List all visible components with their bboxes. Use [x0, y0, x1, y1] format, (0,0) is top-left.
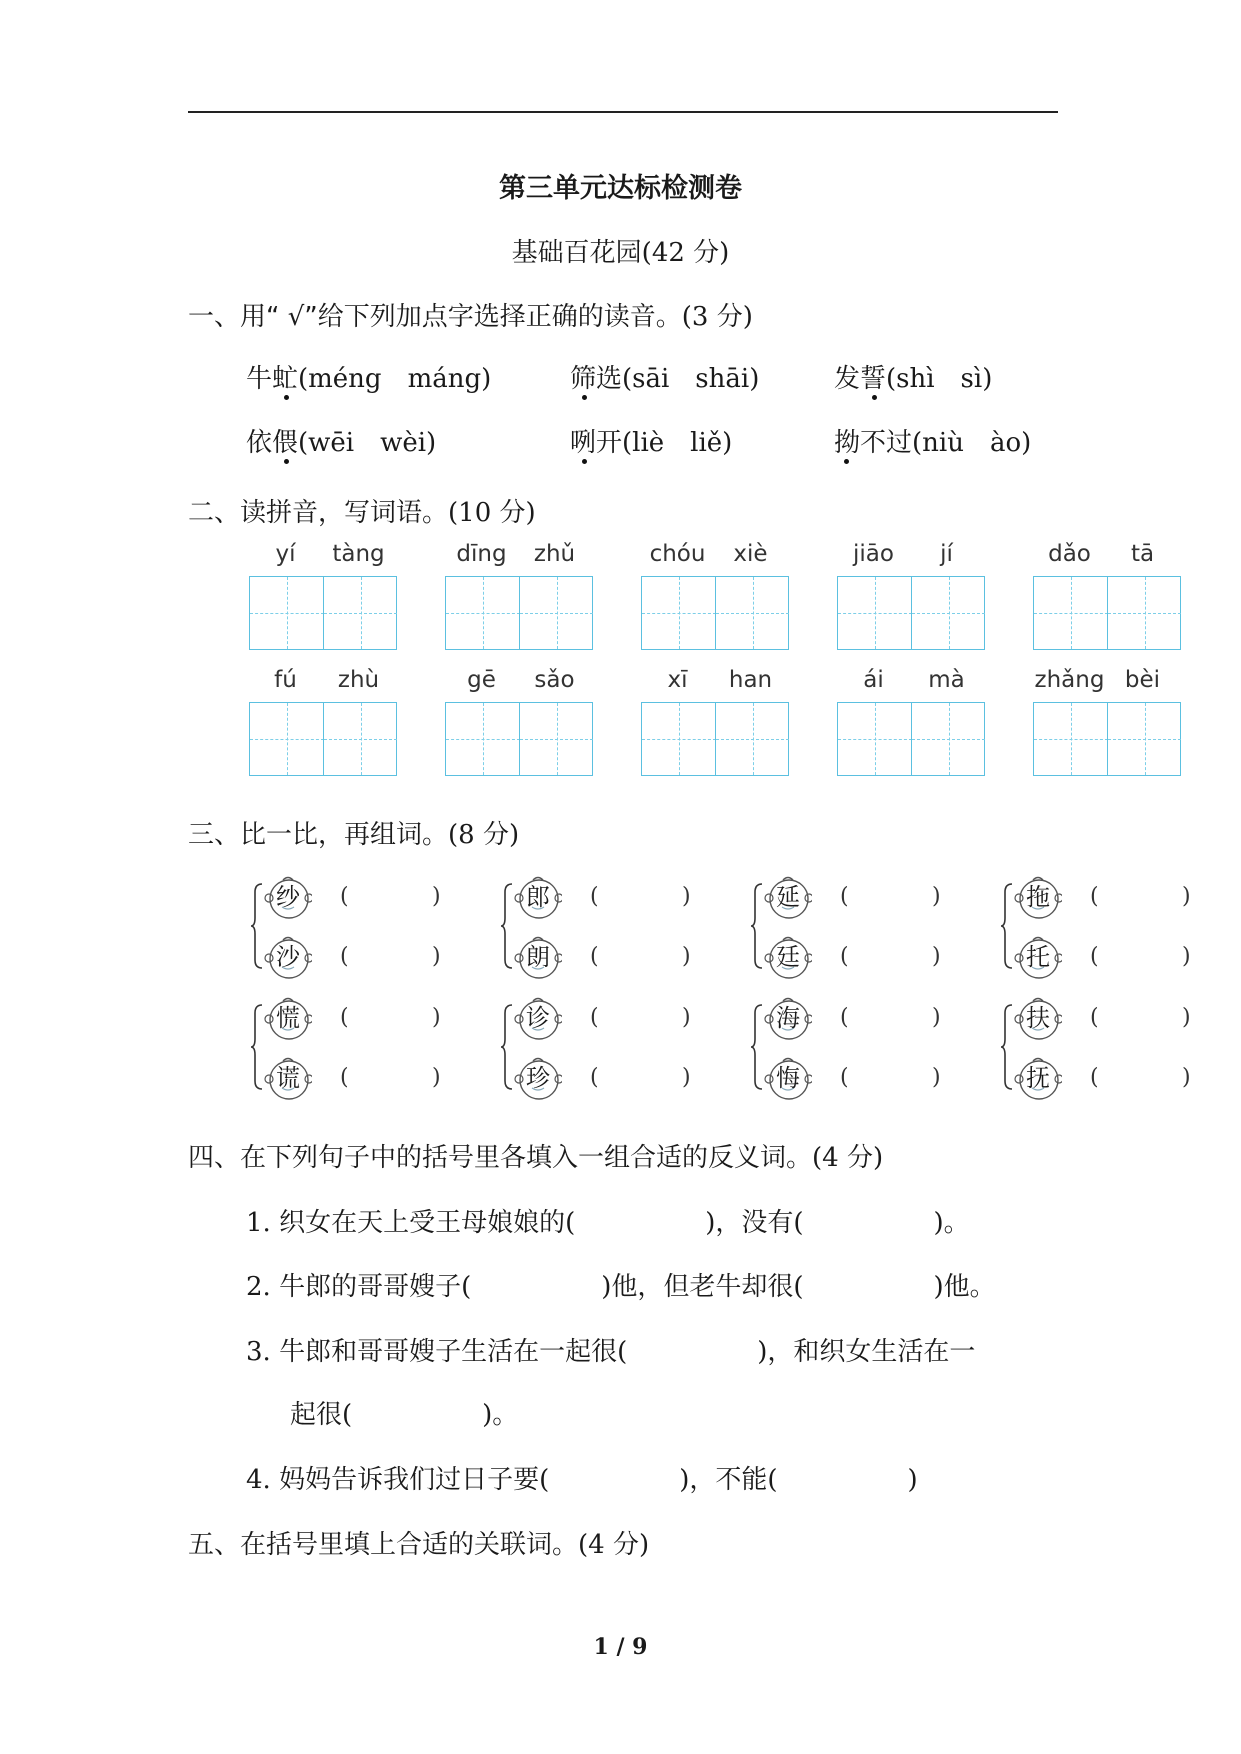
- answer-open-paren[interactable]: (: [340, 944, 349, 969]
- pinyin-syllable: han: [728, 667, 773, 693]
- answer-close-paren[interactable]: ): [1182, 944, 1191, 969]
- answer-close-paren[interactable]: ): [682, 944, 691, 969]
- compare-character: 托: [1026, 943, 1050, 971]
- emphasis-dot: [284, 395, 289, 400]
- section5-heading: 五、在括号里填上合适的关联词。(4 分): [188, 1530, 650, 1560]
- compare-character: 沙: [276, 943, 300, 971]
- character-circle: [514, 1055, 562, 1103]
- answer-open-paren[interactable]: (: [1090, 1005, 1099, 1030]
- character-circle: [764, 995, 812, 1043]
- brace-icon: [250, 882, 264, 970]
- answer-close-paren[interactable]: ): [932, 1005, 941, 1030]
- pron-item: 拗不过(niù ào): [834, 428, 1032, 458]
- answer-open-paren[interactable]: (: [590, 944, 599, 969]
- pinyin-syllable: yí: [275, 541, 296, 567]
- pinyin-syllable: zhù: [337, 667, 380, 693]
- compare-character: 谎: [276, 1064, 300, 1092]
- sentence-1: 1. 织女在天上受王母娘娘的( )，没有( )。: [246, 1208, 970, 1238]
- writing-grid[interactable]: [641, 702, 789, 776]
- compare-character: 延: [776, 883, 800, 911]
- header-rule: [188, 111, 1058, 113]
- answer-close-paren[interactable]: ): [932, 884, 941, 909]
- section4-heading: 四、在下列句子中的括号里各填入一组合适的反义词。(4 分): [188, 1143, 884, 1173]
- pinyin-syllable: zhǎng: [1034, 667, 1105, 693]
- emphasis-dot: [872, 395, 877, 400]
- writing-grid[interactable]: [445, 576, 593, 650]
- sentence-3: 3. 牛郎和哥哥嫂子生活在一起很( )，和织女生活在一: [246, 1337, 976, 1367]
- character-circle: [1014, 995, 1062, 1043]
- pinyin-syllable: dǎo: [1048, 541, 1091, 567]
- pinyin-syllable: zhǔ: [533, 541, 576, 567]
- answer-close-paren[interactable]: ): [932, 944, 941, 969]
- character-circle: [1014, 934, 1062, 982]
- pron-item: 依偎(wēi wèi): [246, 428, 437, 458]
- compare-character: 朗: [526, 943, 550, 971]
- brace-icon: [250, 1003, 264, 1091]
- pron-item: 牛虻(méng máng): [246, 364, 492, 394]
- answer-open-paren[interactable]: (: [590, 1005, 599, 1030]
- character-circle: [764, 1055, 812, 1103]
- compare-character: 郎: [526, 883, 550, 911]
- writing-grid[interactable]: [249, 576, 397, 650]
- compare-character: 珍: [526, 1064, 550, 1092]
- answer-open-paren[interactable]: (: [1090, 884, 1099, 909]
- answer-open-paren[interactable]: (: [840, 944, 849, 969]
- pinyin-syllable: tā: [1130, 541, 1155, 567]
- answer-open-paren[interactable]: (: [340, 1065, 349, 1090]
- pinyin-syllable: jiāo: [853, 541, 894, 567]
- compare-character: 诊: [526, 1004, 550, 1032]
- compare-character: 拖: [1026, 883, 1050, 911]
- pinyin-syllable: mà: [928, 667, 965, 693]
- answer-open-paren[interactable]: (: [340, 884, 349, 909]
- answer-open-paren[interactable]: (: [1090, 1065, 1099, 1090]
- writing-grid[interactable]: [445, 702, 593, 776]
- character-circle: [514, 874, 562, 922]
- page-title: 第三单元达标检测卷: [499, 173, 742, 204]
- writing-grid[interactable]: [837, 702, 985, 776]
- answer-open-paren[interactable]: (: [590, 1065, 599, 1090]
- emphasis-dot: [284, 459, 289, 464]
- character-circle: [764, 934, 812, 982]
- character-circle: [764, 874, 812, 922]
- writing-grid[interactable]: [249, 702, 397, 776]
- emphasis-dot: [582, 459, 587, 464]
- pron-item: 筛选(sāi shāi): [570, 364, 760, 394]
- pinyin-syllable: xiè: [733, 541, 768, 567]
- brace-icon: [750, 1003, 764, 1091]
- emphasis-dot: [582, 395, 587, 400]
- emphasis-dot: [844, 459, 849, 464]
- section2-heading: 二、读拼音，写词语。(10 分): [188, 498, 536, 528]
- answer-close-paren[interactable]: ): [1182, 884, 1191, 909]
- brace-icon: [750, 882, 764, 970]
- brace-icon: [500, 882, 514, 970]
- answer-close-paren[interactable]: ): [1182, 1005, 1191, 1030]
- answer-close-paren[interactable]: ): [682, 1065, 691, 1090]
- answer-close-paren[interactable]: ): [682, 1005, 691, 1030]
- answer-open-paren[interactable]: (: [1090, 944, 1099, 969]
- page-subtitle: 基础百花园(42 分): [511, 238, 730, 268]
- compare-character: 扶: [1026, 1004, 1050, 1032]
- character-circle: [1014, 874, 1062, 922]
- answer-open-paren[interactable]: (: [590, 884, 599, 909]
- sentence-4: 4. 妈妈告诉我们过日子要( )，不能( ): [246, 1465, 918, 1495]
- character-circle: [514, 995, 562, 1043]
- compare-character: 海: [776, 1004, 800, 1032]
- compare-character: 慌: [276, 1004, 300, 1032]
- compare-character: 悔: [776, 1064, 800, 1092]
- pinyin-syllable: bèi: [1124, 667, 1161, 693]
- pinyin-syllable: chóu: [649, 541, 706, 567]
- answer-open-paren[interactable]: (: [840, 884, 849, 909]
- writing-grid[interactable]: [1033, 702, 1181, 776]
- pinyin-syllable: ái: [863, 667, 884, 693]
- character-circle: [264, 995, 312, 1043]
- answer-close-paren[interactable]: ): [432, 884, 441, 909]
- character-circle: [1014, 1055, 1062, 1103]
- answer-close-paren[interactable]: ): [432, 1065, 441, 1090]
- answer-open-paren[interactable]: (: [840, 1065, 849, 1090]
- pron-item: 咧开(liè liě): [570, 428, 733, 458]
- pinyin-syllable: gē: [467, 667, 496, 693]
- character-circle: [514, 934, 562, 982]
- section3-heading: 三、比一比，再组词。(8 分): [188, 820, 520, 850]
- character-circle: [264, 1055, 312, 1103]
- brace-icon: [1000, 882, 1014, 970]
- page-number: 1 / 9: [593, 1634, 648, 1660]
- pinyin-syllable: sǎo: [534, 667, 575, 693]
- answer-close-paren[interactable]: ): [682, 884, 691, 909]
- answer-close-paren[interactable]: ): [932, 1065, 941, 1090]
- writing-grid[interactable]: [1033, 576, 1181, 650]
- pinyin-syllable: jí: [940, 541, 953, 567]
- answer-open-paren[interactable]: (: [340, 1005, 349, 1030]
- compare-character: 廷: [776, 943, 800, 971]
- answer-close-paren[interactable]: ): [432, 1005, 441, 1030]
- writing-grid[interactable]: [837, 576, 985, 650]
- sentence-3-continued: 起很( )。: [290, 1400, 519, 1430]
- answer-close-paren[interactable]: ): [1182, 1065, 1191, 1090]
- writing-grid[interactable]: [641, 576, 789, 650]
- compare-character: 纱: [276, 883, 300, 911]
- compare-character: 抚: [1026, 1064, 1050, 1092]
- pron-item: 发誓(shì sì): [834, 364, 993, 394]
- character-circle: [264, 874, 312, 922]
- pinyin-syllable: xī: [667, 667, 688, 693]
- character-circle: [264, 934, 312, 982]
- answer-close-paren[interactable]: ): [432, 944, 441, 969]
- pinyin-syllable: tàng: [332, 541, 385, 567]
- pinyin-syllable: fú: [274, 667, 297, 693]
- section1-heading: 一、用“ √”给下列加点字选择正确的读音。(3 分): [188, 302, 753, 332]
- brace-icon: [1000, 1003, 1014, 1091]
- brace-icon: [500, 1003, 514, 1091]
- pinyin-syllable: dīng: [456, 541, 507, 567]
- sentence-2: 2. 牛郎的哥哥嫂子( )他，但老牛却很( )他。: [246, 1272, 996, 1302]
- answer-open-paren[interactable]: (: [840, 1005, 849, 1030]
